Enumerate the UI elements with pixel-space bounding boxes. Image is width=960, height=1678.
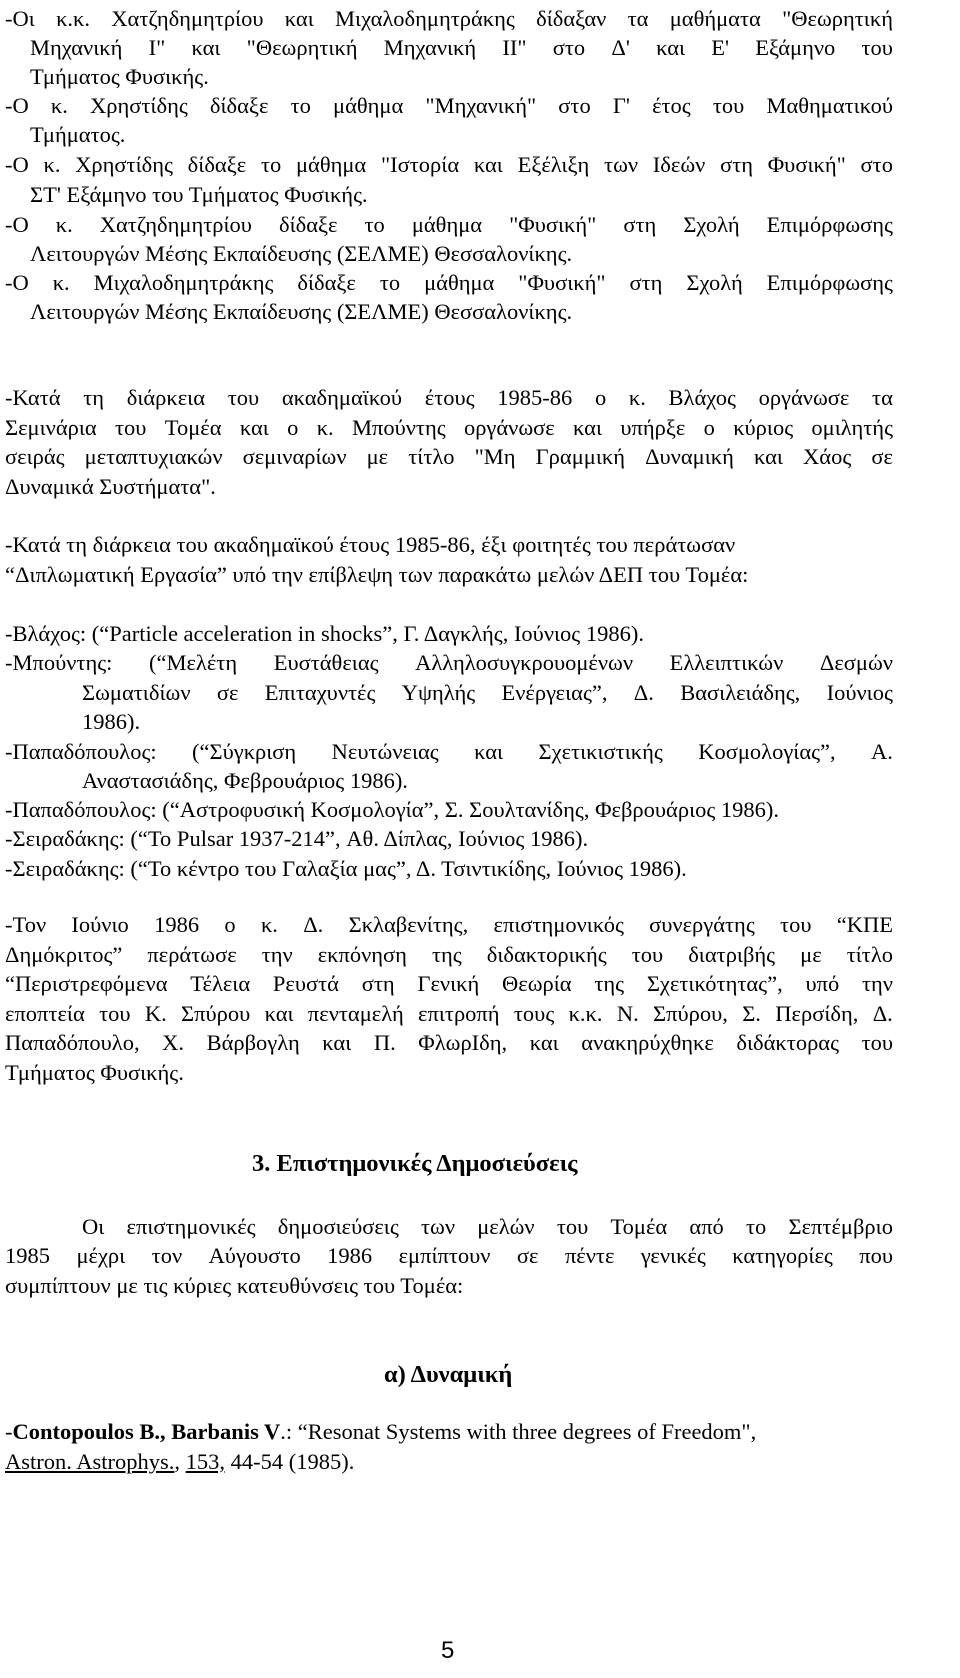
word: διάρκεια	[126, 385, 206, 410]
reference-volume: 153,	[185, 1449, 226, 1474]
word: Χατζηδημητρίου	[111, 6, 264, 31]
thesis-line: -Παπαδόπουλος: (“Αστροφυσική Κοσμολογία”, Σ. Σουλτανίδης, Φεβρουάριος 1986).	[5, 797, 780, 822]
word: "Ιστορία	[380, 152, 460, 177]
word: εποπτεία	[5, 1001, 85, 1026]
teaching-line: Τμήματος Φυσικής.	[30, 64, 209, 89]
word: Μιχαλοδημητράκης	[93, 270, 274, 295]
word: "Φυσική"	[518, 270, 606, 295]
word: Ρευστά	[272, 971, 339, 996]
teaching-line	[30, 33, 893, 63]
word: και	[656, 35, 686, 60]
word: Σχολή	[686, 270, 743, 295]
word: του	[227, 385, 260, 410]
word: "Θεωρητική	[246, 35, 358, 60]
word: Ελλειπτικών	[669, 650, 784, 675]
phd-line: Τμήματος Φυσικής.	[5, 1060, 184, 1085]
word: Ν.	[616, 1001, 639, 1026]
word: “Περιστρεφόμενα	[5, 971, 168, 996]
word: τα	[627, 6, 649, 31]
word: του	[631, 942, 664, 967]
word: Χρηστίδης	[90, 93, 188, 118]
word: (“Σύγκριση	[192, 739, 297, 764]
word: ΙΙ"	[502, 35, 527, 60]
word: και	[191, 35, 221, 60]
teaching-line: Λειτουργών Μέσης Εκπαίδευσης (ΣΕΛΜΕ) Θεσσαλονίκης.	[30, 299, 573, 324]
word: Σωματιδίων	[82, 680, 191, 705]
word: συνεργάτης	[649, 912, 755, 937]
word: ο	[703, 415, 715, 440]
word: δίδαξε	[297, 270, 356, 295]
word: "Μη	[474, 444, 516, 469]
page-number: 5	[441, 1637, 455, 1664]
word: του	[861, 1030, 893, 1055]
word: τον	[151, 1243, 183, 1268]
word: ο	[287, 415, 299, 440]
publications-intro-line	[5, 1241, 893, 1271]
word: Κ.	[144, 1001, 167, 1026]
word: περάτωσε	[147, 942, 237, 967]
word: -Τον	[5, 912, 47, 937]
word: -Ο	[5, 270, 29, 295]
word: από	[689, 1214, 724, 1239]
word: -Ο	[5, 152, 29, 177]
word: Μιχαλοδημητράκης	[335, 6, 515, 31]
word: το	[379, 270, 401, 295]
phd-line	[5, 910, 893, 940]
word: Τέλεια	[190, 971, 251, 996]
word: κύριος	[733, 415, 794, 440]
word: Δ.	[872, 1001, 893, 1026]
word: σε	[871, 444, 893, 469]
reference-journal: Astron. Astrophys.	[5, 1449, 175, 1474]
word: μάθημα	[333, 93, 404, 118]
word: Θεωρία	[502, 971, 572, 996]
reference-author-contopoulos: Contopoulos B.,	[12, 1419, 166, 1444]
word: “ΚΠΕ	[836, 912, 893, 937]
thesis-line: Αναστασιάδης, Φεβρουάριος 1986).	[82, 768, 408, 793]
word: κ.κ.	[568, 1001, 603, 1026]
word: Μηχανική	[383, 35, 477, 60]
word: επιστημονικός	[493, 912, 624, 937]
word: Αλληλοσυγκρουομένων	[415, 650, 634, 675]
thesis-line: -Σειραδάκης: (“Το Pulsar 1937-214”, Αθ. Δίπλας, Ιούνιος 1986).	[5, 826, 589, 851]
word: 1986	[154, 912, 200, 937]
word: και	[284, 6, 314, 31]
word: -Μπούντης:	[5, 650, 113, 675]
word: του	[861, 35, 893, 60]
word: μάθημα	[411, 212, 483, 237]
publications-intro-line: συμπίπτουν με τις κύριες κατευθύνσεις του Τομέα:	[5, 1273, 464, 1298]
teaching-line	[5, 150, 893, 180]
word: μεταπτυχιακών	[84, 444, 223, 469]
word: Σχετικότητας”,	[646, 971, 783, 996]
word: και	[474, 739, 504, 764]
teaching-line	[5, 210, 893, 240]
word: Εξάμηνο	[755, 35, 836, 60]
word: επιστημονικές	[126, 1214, 256, 1239]
word: Χατζηδημητρίου	[99, 212, 252, 237]
word: του	[712, 93, 745, 118]
word: Γραμμική	[535, 444, 625, 469]
thesis-line: -Βλάχος: (“Particle acceleration in shocks”, Γ. Δαγκλής, Ιούνιος 1986).	[5, 621, 644, 646]
word: γενικές	[640, 1243, 706, 1268]
word: και	[239, 415, 269, 440]
word: Ιούνιος	[826, 680, 893, 705]
word: Γ'	[612, 93, 630, 118]
word: κατηγορίες	[732, 1243, 833, 1268]
word: Ενέργειας”,	[501, 680, 608, 705]
word: Σπύρου,	[653, 1001, 728, 1026]
thesis-line	[5, 648, 893, 678]
word: στο	[552, 35, 586, 60]
word: με	[366, 444, 389, 469]
word: υπό	[805, 971, 840, 996]
word: τους	[513, 1001, 555, 1026]
word: Επιμόρφωσης	[766, 212, 893, 237]
word: -Ο	[5, 93, 29, 118]
word: δίδαξαν	[536, 6, 607, 31]
word: έτος	[652, 93, 691, 118]
word: Ιούνιο	[71, 912, 129, 937]
word: επιτροπή	[418, 1001, 500, 1026]
word: ο	[224, 912, 236, 937]
reference-author-barbanis: Barbanis V	[171, 1419, 281, 1444]
phd-line	[5, 999, 893, 1029]
word: το	[260, 152, 282, 177]
word: το	[746, 1214, 767, 1239]
word: Παπαδόπουλο,	[5, 1030, 140, 1055]
word: Σ.	[742, 1001, 761, 1026]
word: κ.	[43, 152, 61, 177]
word: Φυσική"	[767, 152, 846, 177]
word: μάθημα	[424, 270, 495, 295]
word: -Οι	[5, 6, 35, 31]
word: Σχετικιστικής	[538, 739, 663, 764]
word: στη	[623, 212, 657, 237]
word: -Κατά	[5, 385, 61, 410]
word: 1985	[5, 1243, 50, 1268]
word: τα	[872, 385, 893, 410]
word: Μηχανική	[30, 35, 123, 60]
word: Δυναμική	[645, 444, 734, 469]
word: του	[556, 1214, 589, 1239]
word: Μαθηματικού	[766, 93, 893, 118]
word: στο	[558, 93, 591, 118]
word: κ.	[52, 270, 70, 295]
word: σειράς	[5, 444, 65, 469]
word: "Φυσική"	[509, 212, 597, 237]
subsection-title: α) Δυναμική	[384, 1361, 513, 1388]
word: κ.κ.	[56, 6, 91, 31]
word: -Ο	[5, 212, 29, 237]
word: Δ.	[633, 680, 654, 705]
word: εμπίπτουν	[398, 1243, 491, 1268]
word: πέντε	[564, 1243, 615, 1268]
word: το	[364, 212, 385, 237]
word: και	[753, 444, 783, 469]
word: δίδαξε	[187, 152, 247, 177]
word: Σεπτέμβριο	[788, 1214, 893, 1239]
word: κ.	[260, 912, 278, 937]
word: των	[420, 1214, 455, 1239]
word: Βλάχος	[668, 385, 736, 410]
seminars-line	[5, 442, 893, 472]
word: έτους	[424, 385, 475, 410]
phd-line	[5, 969, 893, 999]
word: 1985-86	[497, 385, 573, 410]
word: του	[115, 415, 147, 440]
word: Κοσμολογίας”,	[698, 739, 836, 764]
word: διδάκτορας	[736, 1030, 839, 1055]
word: "Θεωρητική	[782, 6, 893, 31]
word: Αύγουστο	[208, 1243, 301, 1268]
word: το	[290, 93, 311, 118]
seminars-line	[5, 413, 893, 443]
word: στη	[629, 270, 663, 295]
word: σε	[516, 1243, 539, 1268]
word: Σεμινάρια	[5, 415, 97, 440]
word: 1986	[327, 1243, 373, 1268]
word: με	[800, 942, 822, 967]
word: μελών	[477, 1214, 535, 1239]
word: μαθήματα	[669, 6, 761, 31]
thesis-line	[5, 737, 893, 767]
word: διδακτορικής	[486, 942, 607, 967]
word: Βάρβογλη	[206, 1030, 300, 1055]
word: ανακηρύχθηκε	[581, 1030, 714, 1055]
diploma-intro-line: -Κατά τη διάρκεια του ακαδημαϊκού έτους 1985-86, έξι φοιτητές του περάτωσαν	[5, 532, 736, 557]
word: Χρηστίδης	[75, 152, 173, 177]
word: και	[529, 1030, 559, 1055]
section-title: 3. Επιστημονικές Δημοσιεύσεις	[252, 1150, 578, 1177]
seminars-line	[5, 383, 893, 413]
word: τη	[83, 385, 105, 410]
word: σε	[216, 680, 239, 705]
word: εκπόνηση	[317, 942, 407, 967]
word: πενταμελή	[307, 1001, 404, 1026]
word: Ε'	[711, 35, 730, 60]
word: Δ'	[611, 35, 630, 60]
reference-line-2	[5, 1447, 354, 1477]
word: Τομέα	[610, 1214, 668, 1239]
word: Τομέα	[164, 415, 222, 440]
word: την	[261, 942, 293, 967]
word: Μπούντης	[351, 415, 446, 440]
word: Επιταχυντές	[264, 680, 376, 705]
word: Ευστάθειας	[273, 650, 379, 675]
reference-comma: ,	[174, 1449, 181, 1474]
word: τίτλο	[846, 942, 893, 967]
word: υπήρξε	[620, 415, 686, 440]
reference-line-1	[5, 1417, 756, 1447]
thesis-line: 1986).	[82, 709, 141, 734]
teaching-line	[5, 91, 893, 121]
diploma-intro-line: “Διπλωματική Εργασία” υπό την επίβλεψη των παρακάτω μελών ΔΕΠ του Τομέα:	[5, 562, 749, 587]
word: Σχολή	[683, 212, 740, 237]
word: Γενική	[417, 971, 480, 996]
word: Υψηλής	[401, 680, 476, 705]
word: Ιδεών	[652, 152, 706, 177]
word: κ.	[55, 212, 73, 237]
word: της	[594, 971, 625, 996]
word: Δεσμών	[819, 650, 893, 675]
teaching-line	[5, 268, 893, 298]
reference-title: .: “Resonat Systems with three degrees of Freedom",	[280, 1419, 757, 1444]
word: μάθημα	[295, 152, 367, 177]
word: Δ.	[303, 912, 324, 937]
word: Δημόκριτος”	[5, 942, 123, 967]
word: στη	[361, 971, 395, 996]
word: Σκλαβενίτης,	[348, 912, 469, 937]
word: οργάνωσε	[758, 385, 850, 410]
word: Π.	[373, 1030, 396, 1055]
word: κ.	[628, 385, 646, 410]
thesis-line: -Σειραδάκης: (“Το κέντρο του Γαλαξία μας”, Δ. Τσιντικίδης, Ιούνιος 1986).	[5, 856, 687, 881]
thesis-line	[82, 678, 893, 708]
word: και	[573, 415, 603, 440]
reference-prefix: -	[5, 1419, 13, 1444]
word: δίδαξε	[278, 212, 338, 237]
word: του	[780, 912, 812, 937]
word: Χάος	[803, 444, 852, 469]
teaching-line: ΣΤ' Εξάμηνο του Τμήματος Φυσικής.	[30, 182, 368, 207]
word: και	[473, 152, 503, 177]
word: ο	[594, 385, 607, 410]
word: Χ.	[162, 1030, 185, 1055]
word: κ.	[50, 93, 68, 118]
word: Περσίδη,	[775, 1001, 859, 1026]
word: μέχρι	[76, 1243, 126, 1268]
word: του	[99, 1001, 131, 1026]
word: τίτλο	[408, 444, 455, 469]
word: Οι	[82, 1214, 105, 1239]
reference-pages: 44-54 (1985).	[225, 1449, 355, 1474]
word: και	[322, 1030, 352, 1055]
word: "Μηχανική"	[425, 93, 537, 118]
word: την	[862, 971, 893, 996]
word: στη	[720, 152, 753, 177]
word: των	[604, 152, 639, 177]
word: στο	[860, 152, 893, 177]
word: (“Μελέτη	[149, 650, 238, 675]
word: που	[859, 1243, 893, 1268]
word: ΦλωρΙδη,	[418, 1030, 508, 1055]
word: διατριβής	[688, 942, 776, 967]
word: Νευτώνειας	[331, 739, 439, 764]
word: ομιλητής	[811, 415, 893, 440]
word: -Παπαδόπουλος:	[5, 739, 157, 764]
teaching-line	[5, 4, 893, 34]
phd-line	[5, 940, 893, 970]
word: δημοσιεύσεις	[277, 1214, 399, 1239]
word: οργάνωσε	[463, 415, 555, 440]
word: της	[431, 942, 462, 967]
word: Εξέλιξη	[517, 152, 590, 177]
word: σεμιναρίων	[242, 444, 347, 469]
teaching-line: Τμήματος.	[30, 122, 126, 147]
publications-intro-line	[82, 1212, 893, 1242]
phd-line	[5, 1028, 893, 1058]
word: και	[264, 1001, 294, 1026]
word: Σπύρου	[181, 1001, 251, 1026]
word: Βασιλειάδης,	[680, 680, 801, 705]
word: Επιμόρφωσης	[766, 270, 893, 295]
seminars-line: Δυναμικά Συστήματα".	[5, 474, 216, 499]
word: κ.	[316, 415, 334, 440]
word: Ι"	[148, 35, 166, 60]
word: Α.	[871, 739, 893, 764]
word: δίδαξε	[209, 93, 269, 118]
word: ακαδημαϊκού	[281, 385, 403, 410]
teaching-line: Λειτουργών Μέσης Εκπαίδευσης (ΣΕΛΜΕ) Θεσσαλονίκης.	[30, 241, 573, 266]
